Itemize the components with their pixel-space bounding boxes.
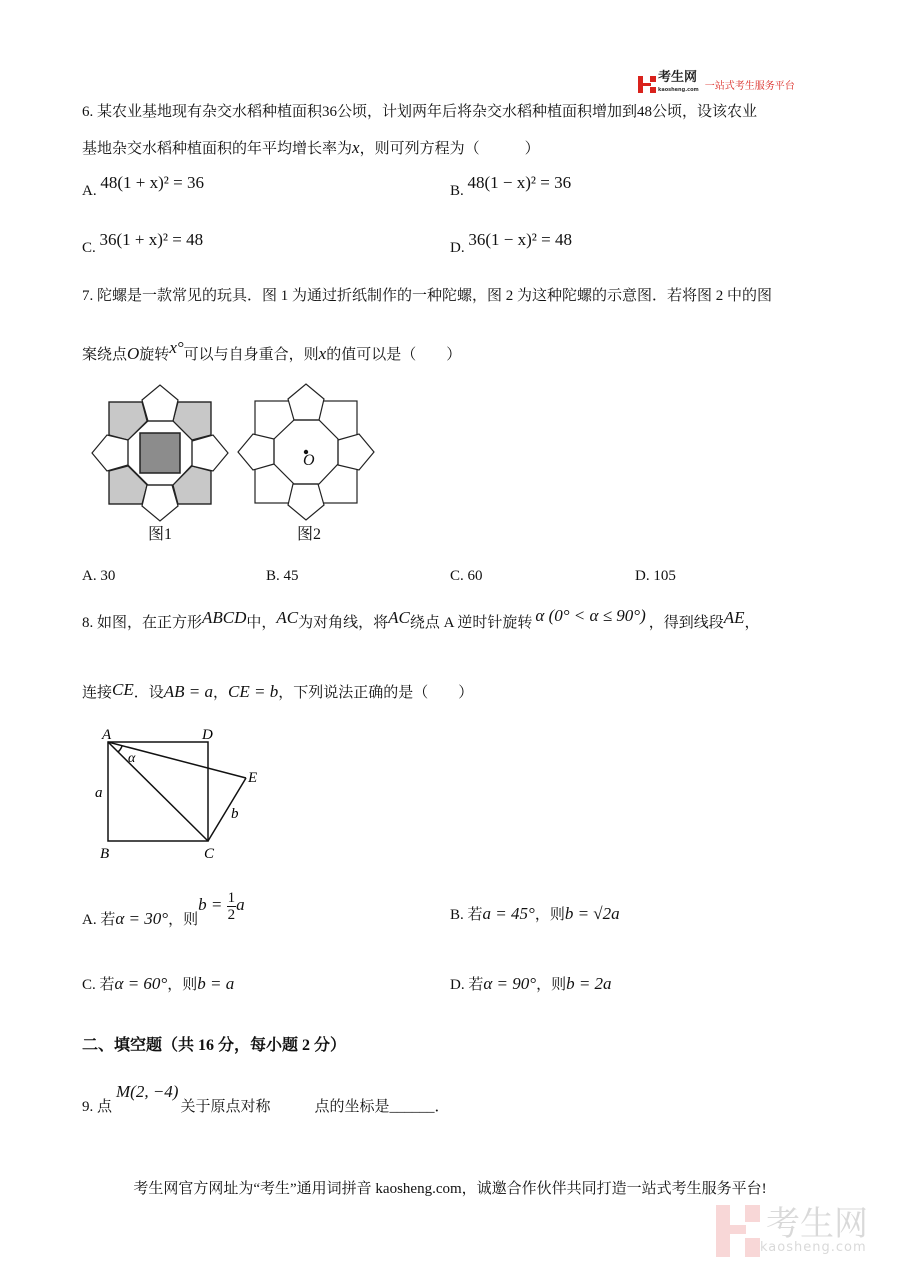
q6-option-a[interactable]: [82, 173, 204, 201]
option-condition: α = 90°: [483, 974, 537, 993]
option-result: b = a: [197, 974, 235, 993]
q8-text: 中，: [246, 615, 277, 631]
logo-name: 考生网: [658, 70, 698, 85]
q8-square: ABCD: [202, 608, 247, 627]
label-e-vertex: E: [248, 770, 258, 786]
q8-option-d[interactable]: [450, 974, 612, 995]
option-label: A.: [82, 911, 97, 928]
q9-point: M(2, −4): [116, 1082, 179, 1101]
option-label: B.: [266, 568, 280, 584]
numerator: 1: [227, 890, 236, 906]
option-label: D.: [450, 240, 465, 256]
site-logo: [638, 72, 795, 96]
denominator: 2: [227, 907, 236, 923]
q7-line2: [82, 338, 462, 365]
q8-text: 为对角线，将: [298, 615, 389, 631]
option-text: ，则: [168, 911, 199, 928]
option-result: b =: [198, 894, 227, 914]
figure-1: [92, 385, 228, 521]
option-result: b = √2a: [564, 904, 620, 923]
q9-answer-blank: 点的坐标是______．: [314, 1099, 450, 1115]
option-condition: α = 60°: [114, 974, 168, 993]
q6-option-c[interactable]: [82, 230, 204, 258]
q7-option-c[interactable]: [450, 566, 483, 586]
q6-var: x: [352, 138, 360, 157]
q7-figures: [90, 383, 375, 523]
q8-text: ，得到线段: [648, 615, 724, 631]
q8-text: ，下列说法正确的是（ ）: [278, 685, 474, 701]
option-text: 若: [99, 977, 115, 993]
q6-option-b[interactable]: [450, 173, 572, 201]
option-text: ，则: [534, 907, 565, 923]
option-text: ，则: [167, 977, 198, 993]
q7-text: 的值可以是（ ）: [326, 347, 462, 363]
q8-text: 连接: [82, 685, 113, 701]
q8-ce: CE = b: [228, 682, 279, 701]
label-alpha: α: [128, 751, 136, 766]
option-label: C.: [82, 240, 96, 256]
watermark-name: 考生网: [766, 1204, 868, 1244]
logo-icon: [638, 76, 656, 93]
q7-point: O: [127, 344, 140, 363]
option-label: D.: [635, 568, 650, 584]
option-condition: α = 30°: [115, 908, 169, 928]
option-condition: a = 45°: [482, 904, 535, 923]
q6-line2: [82, 138, 540, 159]
option-formula: 36(1 − x)² = 48: [468, 230, 572, 249]
option-text: 若: [467, 907, 483, 923]
watermark-domain: kaosheng.com: [760, 1240, 867, 1255]
logo-domain: kaosheng.com: [658, 87, 699, 93]
q8-text: 8. 如图，在正方形: [82, 615, 203, 631]
q7-var: x: [318, 344, 327, 363]
q8-option-b[interactable]: [450, 904, 620, 925]
q8-diagonal: AC: [388, 608, 410, 627]
option-text: 若: [100, 911, 116, 928]
q9-text: 关于原点对称: [180, 1099, 271, 1115]
option-label: B.: [450, 183, 464, 199]
section-heading: 二、填空题（共 16 分，每小题 2 分）: [82, 1037, 347, 1054]
q8-option-c[interactable]: [82, 974, 234, 995]
option-label: A.: [82, 183, 97, 199]
q8-ab: AB = a: [163, 682, 214, 701]
q6-text: 基地杂交水稻种植面积的年平均增长率为: [82, 141, 353, 157]
label-a-vertex: A: [102, 727, 112, 743]
q8-text: 绕点 A 逆时针旋转: [409, 615, 533, 631]
option-label: A.: [82, 568, 97, 584]
q9-text: 9. 点: [82, 1099, 113, 1115]
q7-option-d[interactable]: [635, 566, 676, 586]
option-formula: 36(1 + x)² = 48: [99, 230, 204, 249]
option-value: 45: [283, 568, 299, 584]
option-formula: 48(1 + x)² = 36: [100, 173, 204, 192]
fig2-caption: 图2: [297, 526, 322, 543]
label-d-vertex: D: [202, 727, 213, 743]
q8-option-a[interactable]: [82, 890, 245, 937]
fraction: [227, 890, 237, 923]
q7-text: 案绕点: [82, 347, 128, 363]
option-value: 30: [100, 568, 116, 584]
slogan: 一站式考生服务平台: [704, 80, 795, 92]
q9-line: [82, 1082, 450, 1117]
q7-angle: x°: [169, 338, 184, 357]
option-text: ，则: [536, 977, 567, 993]
label-side-a: a: [95, 785, 103, 801]
q8-text: ，: [213, 685, 229, 701]
option-result: a: [236, 894, 245, 914]
label-side-b: b: [231, 806, 239, 822]
q8-segment: CE: [112, 680, 134, 699]
option-value: 60: [467, 568, 483, 584]
label-b-vertex: B: [100, 846, 110, 862]
q6-line1: 6. 某农业基地现有杂交水稻种植面积36公顷，计划两年后将杂交水稻种植面积增加到48公顷，设该农业: [82, 104, 758, 120]
option-label: C.: [450, 568, 464, 584]
q7-line1: 7. 陀螺是一款常见的玩具．图 1 为通过折纸制作的一种陀螺，图 2 为这种陀螺的示意图．若将图 2 中的图: [82, 288, 773, 304]
fig1-caption: 图1: [148, 526, 173, 543]
watermark-logo-icon: [716, 1205, 760, 1257]
option-text: 若: [468, 977, 484, 993]
option-label: B.: [450, 907, 464, 923]
q8-line2: [82, 682, 473, 703]
q8-segment: AE: [723, 608, 745, 627]
option-label: C.: [82, 977, 96, 993]
q8-text: ，: [744, 615, 760, 631]
option-value: 105: [653, 568, 676, 584]
q7-text: 旋转: [139, 347, 170, 363]
q8-figure: [90, 722, 270, 867]
q7-text: 可以与自身重合，则: [183, 347, 319, 363]
option-result: b = 2a: [566, 974, 612, 993]
q6-text-end: ，则可列方程为（ ）: [359, 141, 540, 157]
q7-option-b[interactable]: [266, 566, 299, 586]
option-formula: 48(1 − x)² = 36: [467, 173, 572, 192]
option-label: D.: [450, 977, 465, 993]
q8-line1: [82, 606, 760, 633]
q8-condition: α (0° < α ≤ 90°): [535, 606, 646, 625]
q7-option-a[interactable]: [82, 566, 115, 586]
fig2-point-o: O: [303, 452, 315, 469]
watermark: [716, 1205, 868, 1257]
q6-option-d[interactable]: [450, 230, 572, 258]
footer-text: 考生网官方网址为“考生”通用词拼音 kaosheng.com，诚邀合作伙伴共同打造一站式考生服务平台!: [133, 1181, 767, 1197]
q8-diagonal: AC: [276, 608, 299, 627]
label-c-vertex: C: [204, 846, 215, 862]
q8-text: ．设: [133, 685, 164, 701]
